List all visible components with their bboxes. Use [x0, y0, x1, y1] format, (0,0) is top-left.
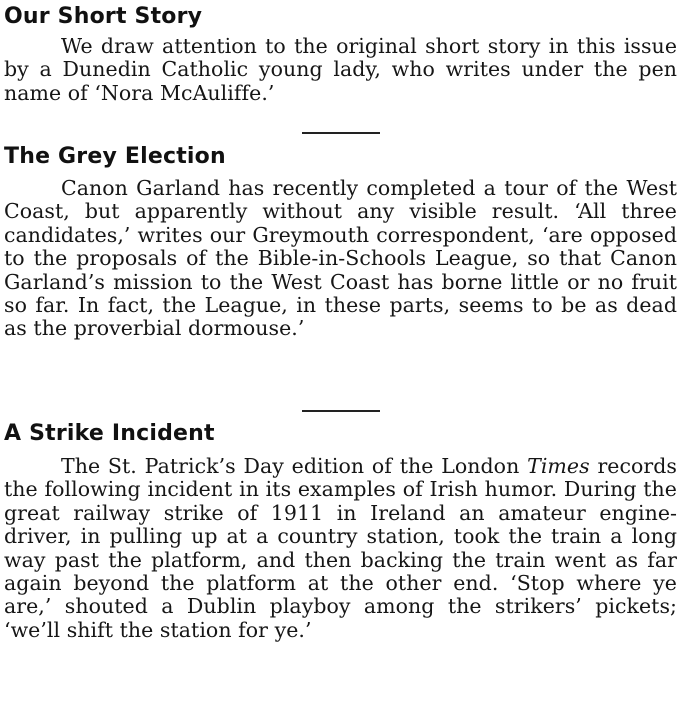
- section-body-strike-incident: [4, 455, 677, 642]
- body-text-segment: records the following incident in its examples of Irish humor. During the great railway strike of 1911 in Ireland an amateur engine-driver, in pulling up at a country station, took the train a long way past the platform, and then backing the train went as far again beyond the platform at the other end. ‘Stop where ye are,’ shouted a Dublin playboy among the strikers’ pickets; ‘we’ll shift the station for ye.’: [4, 454, 677, 642]
- section-heading-grey-election: The Grey Election: [4, 144, 226, 169]
- section-body-short-story: We draw attention to the original short story in this issue by a Dunedin Catholic young lady, who writes under the pen name of ‘Nora McAuliffe.’: [4, 34, 677, 105]
- newspaper-title-times: Times: [527, 454, 590, 478]
- section-body-grey-election: Canon Garland has recently completed a tour of the West Coast, but apparently without any visible result. ‘All three candidates,’ writes our Greymouth correspondent, ‘are opposed to the proposals of the Bible-in-Schools League, so that Canon Garland’s mission to the West Coast has borne little or no fruit so far. In fact, the League, in these parts, seems to be as dead as the proverbial dormouse.’: [4, 176, 677, 341]
- section-heading-short-story: Our Short Story: [4, 4, 203, 29]
- body-text-segment: The St. Patrick’s Day edition of the London: [61, 454, 528, 478]
- section-heading-strike-incident: A Strike Incident: [4, 421, 215, 446]
- section-divider: [302, 410, 380, 412]
- section-divider: [302, 132, 380, 134]
